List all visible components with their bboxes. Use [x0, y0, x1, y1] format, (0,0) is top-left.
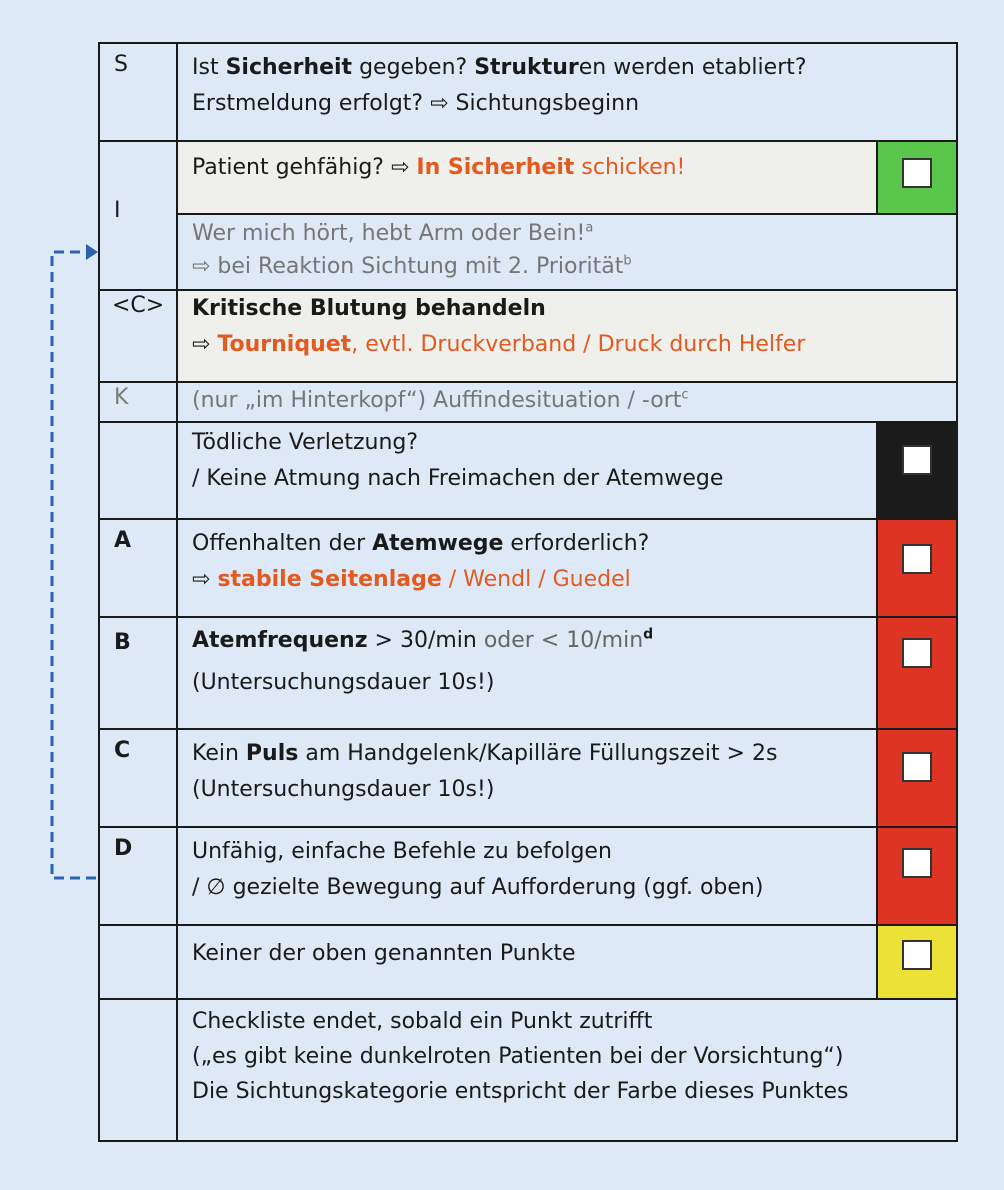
- row-checklist-end: [100, 1000, 956, 1140]
- category-red: [876, 520, 956, 616]
- row-breathing: [100, 618, 956, 730]
- checkbox-icon[interactable]: [902, 848, 932, 878]
- arrow-right-icon: ⇨: [192, 254, 211, 279]
- category-green: [876, 142, 956, 213]
- row-code: [100, 1000, 178, 1140]
- row-text: Checkliste endet, sobald ein Punkt zutrifft („es gibt keine dunkelroten Patienten bei der Vorsichtung“) Die Sichtungskategorie entspricht der Farbe dieses Punktes: [192, 1009, 849, 1105]
- row-text: Kein Puls am Handgelenk/Kapilläre Füllungszeit > 2s (Untersuchungsdauer 10s!): [192, 741, 778, 803]
- row-circulation: [100, 730, 956, 828]
- checkbox-icon[interactable]: [902, 940, 932, 970]
- row-finding-situation: [100, 383, 956, 423]
- checkbox-icon[interactable]: [902, 752, 932, 782]
- row-code: [100, 926, 178, 998]
- row-safety: [100, 44, 956, 142]
- row-text: (nur „im Hinterkopf“) Auffindesituation / -ort$^c$: [192, 387, 689, 413]
- row-walking: [100, 142, 956, 291]
- row-code: I: [100, 142, 178, 289]
- row-code: C: [100, 730, 178, 826]
- row-text: Ist Sicherheit gegeben? Strukturen werden etabliert? Erstmeldung erfolgt? ⇨ Sichtungsbeginn: [192, 55, 807, 117]
- row-disability: [100, 828, 956, 926]
- row-text: Patient gehfähig? ⇨ In Sicherheit schicken!: [178, 142, 876, 213]
- row-text: Keiner der oben genannten Punkte: [192, 941, 576, 966]
- checkbox-icon[interactable]: [902, 445, 932, 475]
- row-code: K: [100, 383, 178, 421]
- checkbox-icon[interactable]: [902, 158, 932, 188]
- loop-back-arrow-icon: [0, 0, 110, 900]
- row-fatal-injury: [100, 423, 956, 520]
- row-text: Unfähig, einfache Befehle zu befolgen / ∅ gezielte Bewegung auf Aufforderung (ggf. oben): [192, 839, 764, 901]
- row-code: B: [100, 618, 178, 728]
- arrow-right-icon: ⇨: [192, 567, 211, 593]
- row-critical-bleeding: [100, 291, 956, 383]
- row-airway: [100, 520, 956, 618]
- row-text: Offenhalten der Atemwege erforderlich? ⇨ stabile Seitenlage / Wendl / Guedel: [192, 531, 650, 593]
- category-black: [876, 423, 956, 518]
- row-text: Tödliche Verletzung? / Keine Atmung nach Freimachen der Atemwege: [192, 430, 724, 492]
- arrow-right-icon: ⇨: [430, 91, 449, 117]
- category-red: [876, 730, 956, 826]
- row-code: D: [100, 828, 178, 924]
- category-red: [876, 618, 956, 728]
- row-none-applies: [100, 926, 956, 1000]
- arrow-right-icon: ⇨: [390, 155, 410, 180]
- row-code: S: [100, 44, 178, 140]
- row-code: A: [100, 520, 178, 616]
- checkbox-icon[interactable]: [902, 544, 932, 574]
- row-text: Wer mich hört, hebt Arm oder Bein!$^a$ ⇨ bei Reaktion Sichtung mit 2. Priorität$^b$: [192, 220, 632, 279]
- triage-checklist: [98, 42, 958, 1142]
- row-code: [100, 423, 178, 518]
- checkbox-icon[interactable]: [902, 638, 932, 668]
- row-code: <C>: [100, 291, 178, 381]
- category-red: [876, 828, 956, 924]
- arrow-right-icon: ⇨: [192, 332, 211, 358]
- category-yellow: [876, 926, 956, 998]
- row-text: Kritische Blutung behandeln ⇨ Tourniquet, evtl. Druckverband / Druck durch Helfer: [178, 291, 956, 381]
- row-text: Atemfrequenz > 30/min oder < $10/\min^d$ (Untersuchungsdauer 10s!): [192, 626, 654, 695]
